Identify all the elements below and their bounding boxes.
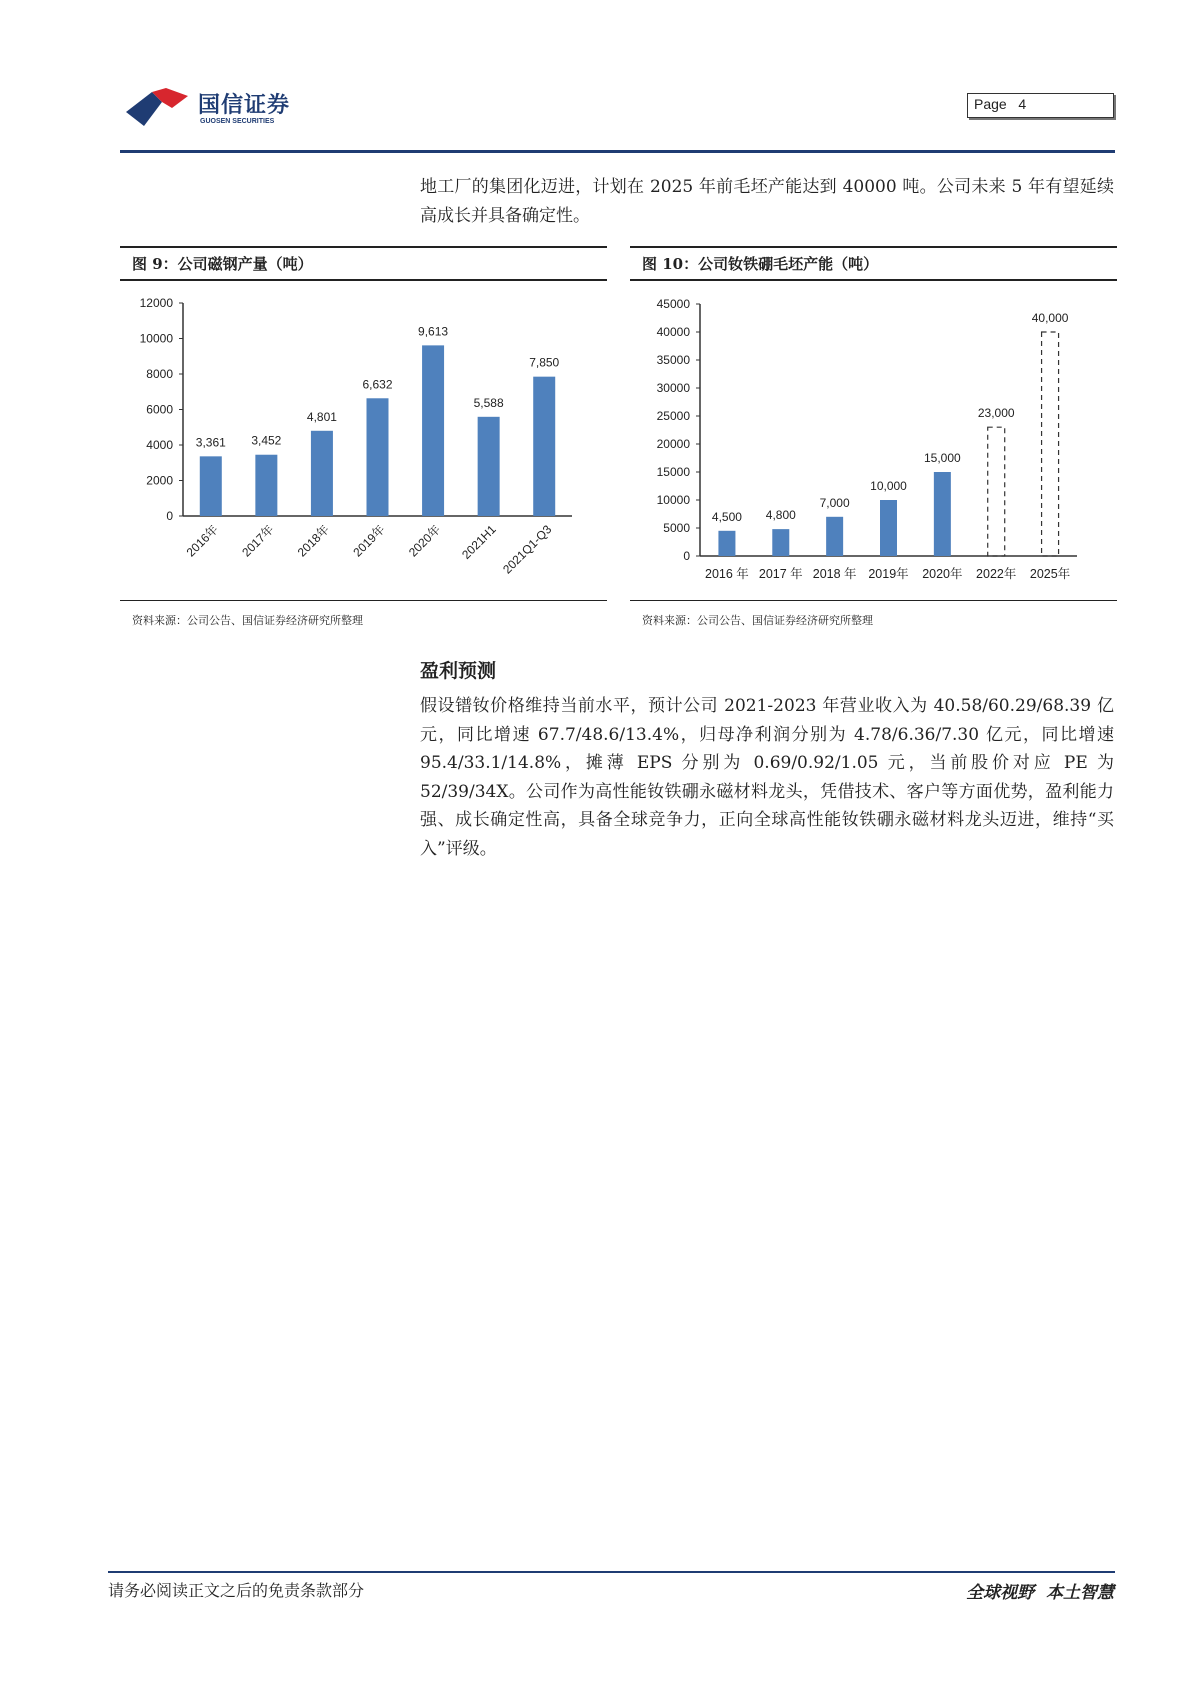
y-tick-label: 10000 (139, 331, 173, 346)
bar (200, 456, 222, 516)
figure-9-source: 资料来源：公司公告、国信证券经济研究所整理 (132, 614, 363, 627)
footer-rule (108, 1571, 1115, 1573)
x-tick-label: 2025年 (1029, 567, 1071, 581)
y-tick-label: 35000 (656, 353, 690, 367)
x-tick-label: 2019年 (868, 567, 909, 581)
data-label: 10,000 (870, 479, 907, 493)
figure-10-title: 图 10：公司钕铁硼毛坯产能（吨） (642, 255, 879, 273)
figure-10-bottom-rule (630, 600, 1117, 601)
y-tick-label: 40000 (656, 325, 690, 339)
page-label: Page (974, 96, 1007, 112)
x-tick-label: 2017 年 (758, 567, 803, 581)
y-tick-label: 12000 (139, 296, 173, 310)
figure-9-title: 图 9：公司磁钢产量（吨） (132, 255, 313, 273)
forecast-paragraph: 假设镨钕价格维持当前水平，预计公司 2021-2023 年营业收入为 40.58/60.29/68.39 亿元，同比增速 67.7/48.6/13.4%，归母净利润分别为 4.78/6.36/7.30 亿元，同比增速 95.4/33.1/14.8%，摊薄 EPS 分别为 0.69/0.92/1.05 元，当前股价对应 PE 为 52/39/34X。公司作为高性能钕铁硼永磁材料龙头，凭借技术、客户等方面优势，盈利能力强、成长确定性高，具备全球竞争力，正向全球高性能钕铁硼永磁材料龙头迈进，维持“买入”评级。 (420, 696, 1114, 859)
y-tick-label: 6000 (146, 402, 173, 417)
x-tick-label: 2016 年 (705, 567, 749, 581)
logo-chinese-name: 国信证券 (198, 93, 291, 118)
data-label: 3,452 (251, 433, 282, 448)
bar (826, 517, 843, 556)
company-logo (122, 86, 302, 130)
figure-9-title-rule (120, 279, 607, 281)
y-tick-label: 0 (683, 549, 690, 563)
x-tick-label: 2021Q1-Q3 (500, 522, 555, 577)
bar (772, 529, 789, 556)
bar (718, 531, 735, 556)
y-tick-label: 5000 (663, 521, 690, 535)
data-label: 15,000 (924, 451, 961, 465)
bar-projected (1042, 332, 1059, 556)
figure-9-chart (120, 290, 607, 600)
x-tick-label: 2021H1 (459, 522, 499, 562)
y-tick-label: 25000 (656, 409, 690, 423)
bar (367, 398, 389, 516)
section-heading: 盈利预测 (420, 660, 497, 682)
x-tick-label: 2016年 (183, 522, 221, 560)
data-label: 7,000 (819, 495, 850, 510)
figure-9-bottom-rule (120, 600, 607, 601)
bar (478, 417, 500, 516)
header-rule (120, 150, 1115, 153)
data-label: 3,361 (195, 435, 226, 450)
x-tick-label: 2020年 (922, 567, 963, 581)
footer-disclaimer: 请务必阅读正文之后的免责条款部分 (108, 1581, 365, 1600)
x-tick-label: 2017年 (239, 522, 277, 560)
data-label: 4,801 (306, 409, 337, 424)
x-tick-label: 2018 年 (812, 567, 857, 581)
y-tick-label: 2000 (146, 473, 173, 488)
figure-9-top-rule (120, 246, 607, 248)
data-label: 6,632 (362, 377, 393, 392)
data-label: 5,588 (473, 395, 504, 410)
data-label: 4,800 (765, 508, 796, 523)
bar (255, 455, 277, 516)
page-number-box (967, 93, 1114, 118)
x-tick-label: 2022年 (976, 567, 1017, 581)
intro-paragraph: 地工厂的集团化迈进，计划在 2025 年前毛坯产能达到 40000 吨。公司未来 5 年有望延续高成长并具备确定性。 (420, 177, 1114, 226)
bar (880, 500, 897, 556)
y-tick-label: 20000 (656, 437, 690, 451)
bar-projected (988, 427, 1005, 556)
y-tick-label: 8000 (146, 367, 173, 381)
bar (422, 345, 444, 516)
y-tick-label: 4000 (146, 438, 173, 452)
y-tick-label: 15000 (656, 465, 690, 479)
figure-10-source: 资料来源：公司公告、国信证券经济研究所整理 (642, 614, 873, 627)
y-tick-label: 45000 (656, 297, 690, 311)
figure-10-chart (630, 290, 1117, 600)
x-tick-label: 2018年 (294, 522, 333, 560)
bar (533, 377, 555, 516)
y-tick-label: 10000 (656, 493, 690, 507)
figure-10-title-rule (630, 279, 1117, 281)
page-number: 4 (1018, 96, 1027, 112)
data-label: 9,613 (418, 324, 449, 339)
x-tick-label: 2019年 (350, 522, 388, 560)
bar (311, 431, 333, 516)
x-tick-label: 2020年 (405, 522, 444, 560)
data-label: 7,850 (529, 355, 560, 370)
y-tick-label: 0 (166, 509, 173, 523)
data-label: 23,000 (977, 406, 1015, 421)
figure-10-top-rule (630, 246, 1117, 248)
data-label: 40,000 (1031, 311, 1069, 325)
bar (934, 472, 951, 556)
logo-english-name: GUOSEN SECURITIES (200, 118, 275, 125)
footer-slogan: 全球视野 本土智慧 (966, 1583, 1114, 1603)
logo-mark-icon (122, 86, 192, 130)
y-tick-label: 30000 (656, 381, 690, 395)
data-label: 4,500 (711, 509, 742, 524)
